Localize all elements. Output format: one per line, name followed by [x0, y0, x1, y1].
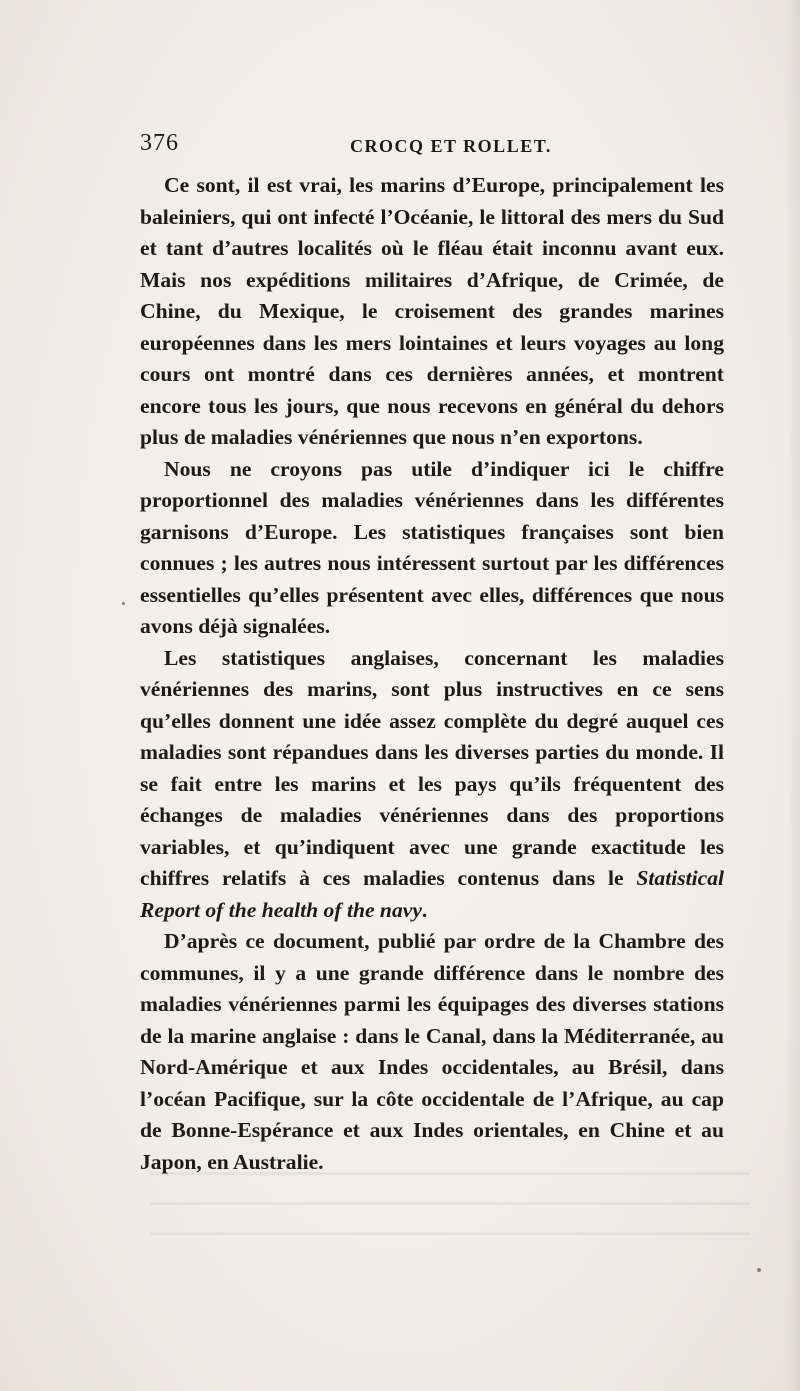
paper-speck [122, 602, 125, 605]
paragraph-4: D’après ce document, publié par ordre de la Chambre des communes, il y a une grande différence dans le nombre des maladies vénériennes parmi les équipages des diverses stations de la marine anglaise : dans le Canal, dans la Méditerranée, au Nord-Amérique et aux Indes occidentales, au Brésil, dans l’océan Pacifique, sur la côte occidentale de l’Afrique, au cap de Bonne-Espérance et aux Indes orientales, en Chine et au Japon, en Australie. [140, 929, 724, 1174]
paragraph-1: Ce sont, il est vrai, les marins d’Europe, principalement les baleiniers, qui ont infecté l’Océanie, le littoral des mers du Sud et tant d’autres localités où le fléau était inconnu avant eux. Mais nos expéditions militaires d’Afrique, de Crimée, de Chine, du Mexique, le croisement des grandes marines européennes dans les mers lointaines et leurs voyages au long cours ont montré dans ces dernières années, et montrent encore tous les jours, que nous recevons en général du dehors plus de maladies vénériennes que nous n’en exportons. [140, 173, 724, 449]
page-header [140, 130, 720, 160]
paper-speck [757, 1268, 761, 1272]
report-title: Statistical Report of the health of the navy [140, 866, 724, 922]
paragraph-2: Nous ne croyons pas utile d’indiquer ici le chiffre proportionnel des maladies vénériennes dans les différentes garnisons d’Europe. Les statistiques françaises sont bien connues ; les autres nous intéressent surtout par les différences essentielles qu’elles présentent avec elles, différences que nous avons déjà signalées. [140, 456, 724, 638]
running-head: CROCQ ET ROLLET. [350, 136, 552, 156]
page-number: 376 [140, 130, 179, 156]
show-through-text [150, 1160, 750, 1240]
paragraph-3-text: Les statistiques anglaises, concernant les maladies vénériennes des marins, sont plus instructives en ce sens qu’elles donnent une idée assez complète du degré auquel ces maladies sont répandues dans les diverses parties du monde. Il se fait entre les marins et les pays qu’ils fréquentent des échanges de maladies vénériennes dans des proportions variables, et qu’indiquent avec une grande exactitude les chiffres relatifs à ces maladies contenus dans le [140, 645, 724, 890]
paragraph-3 [140, 643, 724, 927]
body-text [140, 170, 724, 1178]
paragraph-3-end: . [421, 897, 428, 922]
page-edge-shadow [786, 0, 800, 1391]
